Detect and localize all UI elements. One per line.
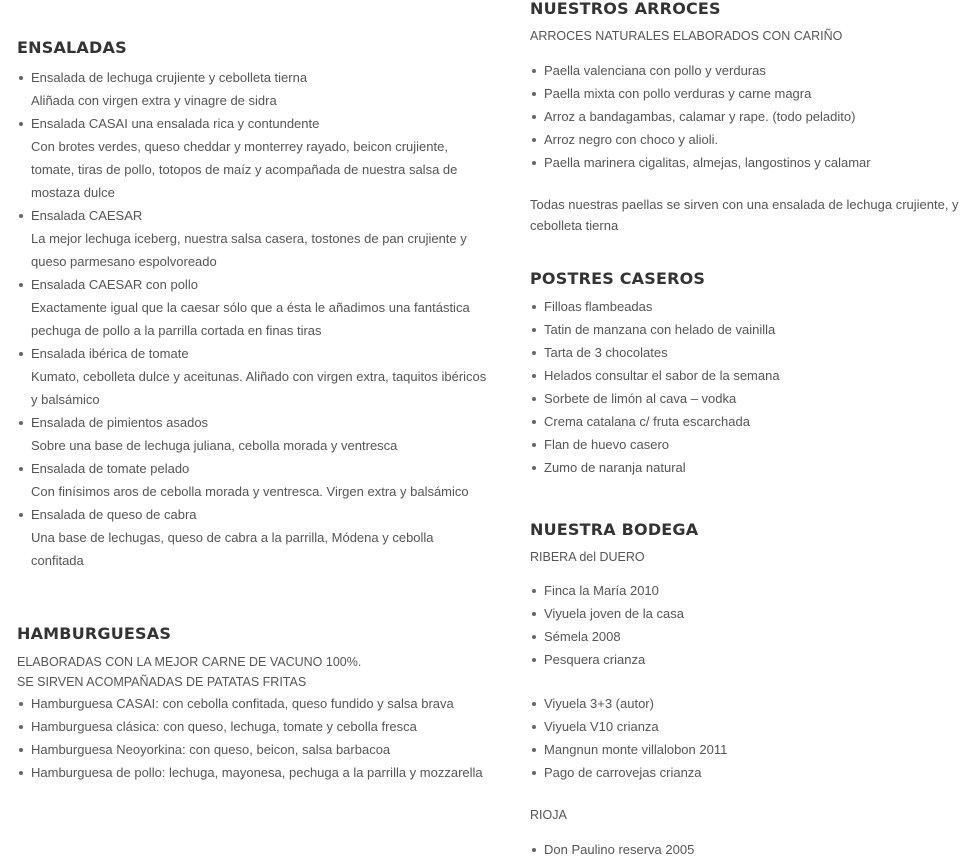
- list-item: Arroz a bandagambas, calamar y rape. (todo peladito): [530, 105, 968, 128]
- list-item: Sorbete de limón al cava – vodka: [530, 387, 968, 410]
- item-name: Ensalada ibérica de tomate: [31, 346, 189, 361]
- list-item: [17, 66, 487, 112]
- list-item: Hamburguesa de pollo: lechuga, mayonesa, pechuga a la parrilla y mozzarella: [17, 761, 487, 784]
- list-item: Paella valenciana con pollo y verduras: [530, 59, 968, 82]
- item-description: Con finísimos aros de cebolla morada y ventresca. Virgen extra y balsámico: [31, 484, 469, 499]
- list-item: [17, 204, 487, 273]
- item-description: Una base de lechugas, queso de cabra a la parrilla, Módena y cebolla confitada: [31, 530, 434, 568]
- list-item: [17, 457, 487, 503]
- list-item: Pesquera crianza: [530, 648, 968, 671]
- postres-section: [530, 269, 968, 479]
- item-description: La mejor lechuga iceberg, nuestra salsa casera, tostones de pan crujiente y queso parmesano espolvoreado: [31, 231, 467, 269]
- ensaladas-heading: ENSALADAS: [17, 38, 127, 57]
- list-item: Viyuela V10 crianza: [530, 715, 968, 738]
- item-name: Ensalada de tomate pelado: [31, 461, 190, 476]
- arroces-note: Todas nuestras paellas se sirven con una ensalada de lechuga crujiente, y cebolleta tierna: [530, 197, 959, 233]
- list-item: Paella mixta con pollo verduras y carne magra: [530, 82, 968, 105]
- ribera-list-b: [530, 692, 968, 784]
- item-description: Exactamente igual que la caesar sólo que a ésta le añadimos una fantástica pechuga de pollo a la parrilla cortada en finas tiras: [31, 300, 470, 338]
- arroces-heading: NUESTROS ARROCES: [530, 0, 721, 18]
- list-item: Hamburguesa CASAI: con cebolla confitada, queso fundido y salsa brava: [17, 692, 487, 715]
- ensaladas-section: [17, 38, 487, 572]
- arroces-list: [530, 59, 968, 174]
- bodega-section: [530, 520, 968, 861]
- list-item: Viyuela joven de la casa: [530, 602, 968, 625]
- list-item: [17, 273, 487, 342]
- list-item: Viyuela 3+3 (autor): [530, 692, 968, 715]
- arroces-subtitle: ARROCES NATURALES ELABORADOS CON CARIÑO: [530, 29, 843, 43]
- postres-heading: POSTRES CASEROS: [530, 269, 706, 288]
- list-item: Crema catalana c/ fruta escarchada: [530, 410, 968, 433]
- item-name: Ensalada de pimientos asados: [31, 415, 209, 430]
- list-item: [17, 342, 487, 411]
- hamburguesas-list: [17, 692, 487, 784]
- list-item: Tatin de manzana con helado de vainilla: [530, 318, 968, 341]
- list-item: Hamburguesa clásica: con queso, lechuga, tomate y cebolla fresca: [17, 715, 487, 738]
- item-description: Con brotes verdes, queso cheddar y monterrey rayado, beicon crujiente, tomate, tiras de pollo, totopos de maíz y acompañada de nuestra salsa de mostaza dulce: [31, 139, 458, 200]
- list-item: Filloas flambeadas: [530, 295, 968, 318]
- item-name: Ensalada de lechuga crujiente y cebolleta tierna: [31, 70, 308, 85]
- arroces-section: [530, 0, 968, 236]
- item-name: Ensalada CAESAR: [31, 208, 143, 223]
- list-item: Paella marinera cigalitas, almejas, langostinos y calamar: [530, 151, 968, 174]
- item-name: Ensalada de queso de cabra: [31, 507, 197, 522]
- bodega-heading: NUESTRA BODEGA: [530, 520, 699, 539]
- list-item: Hamburguesa Neoyorkina: con queso, beicon, salsa barbacoa: [17, 738, 487, 761]
- rioja-label: RIOJA: [530, 808, 567, 822]
- ensaladas-list: [17, 66, 487, 572]
- hamburguesas-subtitle-2: SE SIRVEN ACOMPAÑADAS DE PATATAS FRITAS: [17, 675, 307, 689]
- list-item: Pago de carrovejas crianza: [530, 761, 968, 784]
- rioja-list: [530, 838, 968, 861]
- list-item: [17, 112, 487, 204]
- list-item: Zumo de naranja natural: [530, 456, 968, 479]
- list-item: [17, 503, 487, 572]
- list-item: Flan de huevo casero: [530, 433, 968, 456]
- list-item: Tarta de 3 chocolates: [530, 341, 968, 364]
- item-description: Kumato, cebolleta dulce y aceitunas. Aliñado con virgen extra, taquitos ibéricos y balsámico: [31, 369, 487, 407]
- postres-list: [530, 295, 968, 479]
- list-item: Helados consultar el sabor de la semana: [530, 364, 968, 387]
- list-item: Sémela 2008: [530, 625, 968, 648]
- ribera-list-a: [530, 579, 968, 671]
- item-name: Ensalada CASAI una ensalada rica y contundente: [31, 116, 320, 131]
- ribera-label: RIBERA del DUERO: [530, 550, 645, 564]
- list-item: Finca la María 2010: [530, 579, 968, 602]
- hamburguesas-heading: HAMBURGUESAS: [17, 624, 172, 643]
- list-item: Arroz negro con choco y alioli.: [530, 128, 968, 151]
- list-item: Mangnun monte villalobon 2011: [530, 738, 968, 761]
- item-description: Sobre una base de lechuga juliana, cebolla morada y ventresca: [31, 438, 398, 453]
- list-item: [17, 411, 487, 457]
- list-item: Don Paulino reserva 2005: [530, 838, 968, 861]
- item-description: Aliñada con virgen extra y vinagre de sidra: [31, 93, 277, 108]
- hamburguesas-section: [17, 624, 487, 784]
- item-name: Ensalada CAESAR con pollo: [31, 277, 198, 292]
- hamburguesas-subtitle-1: ELABORADAS CON LA MEJOR CARNE DE VACUNO 100%.: [17, 655, 362, 669]
